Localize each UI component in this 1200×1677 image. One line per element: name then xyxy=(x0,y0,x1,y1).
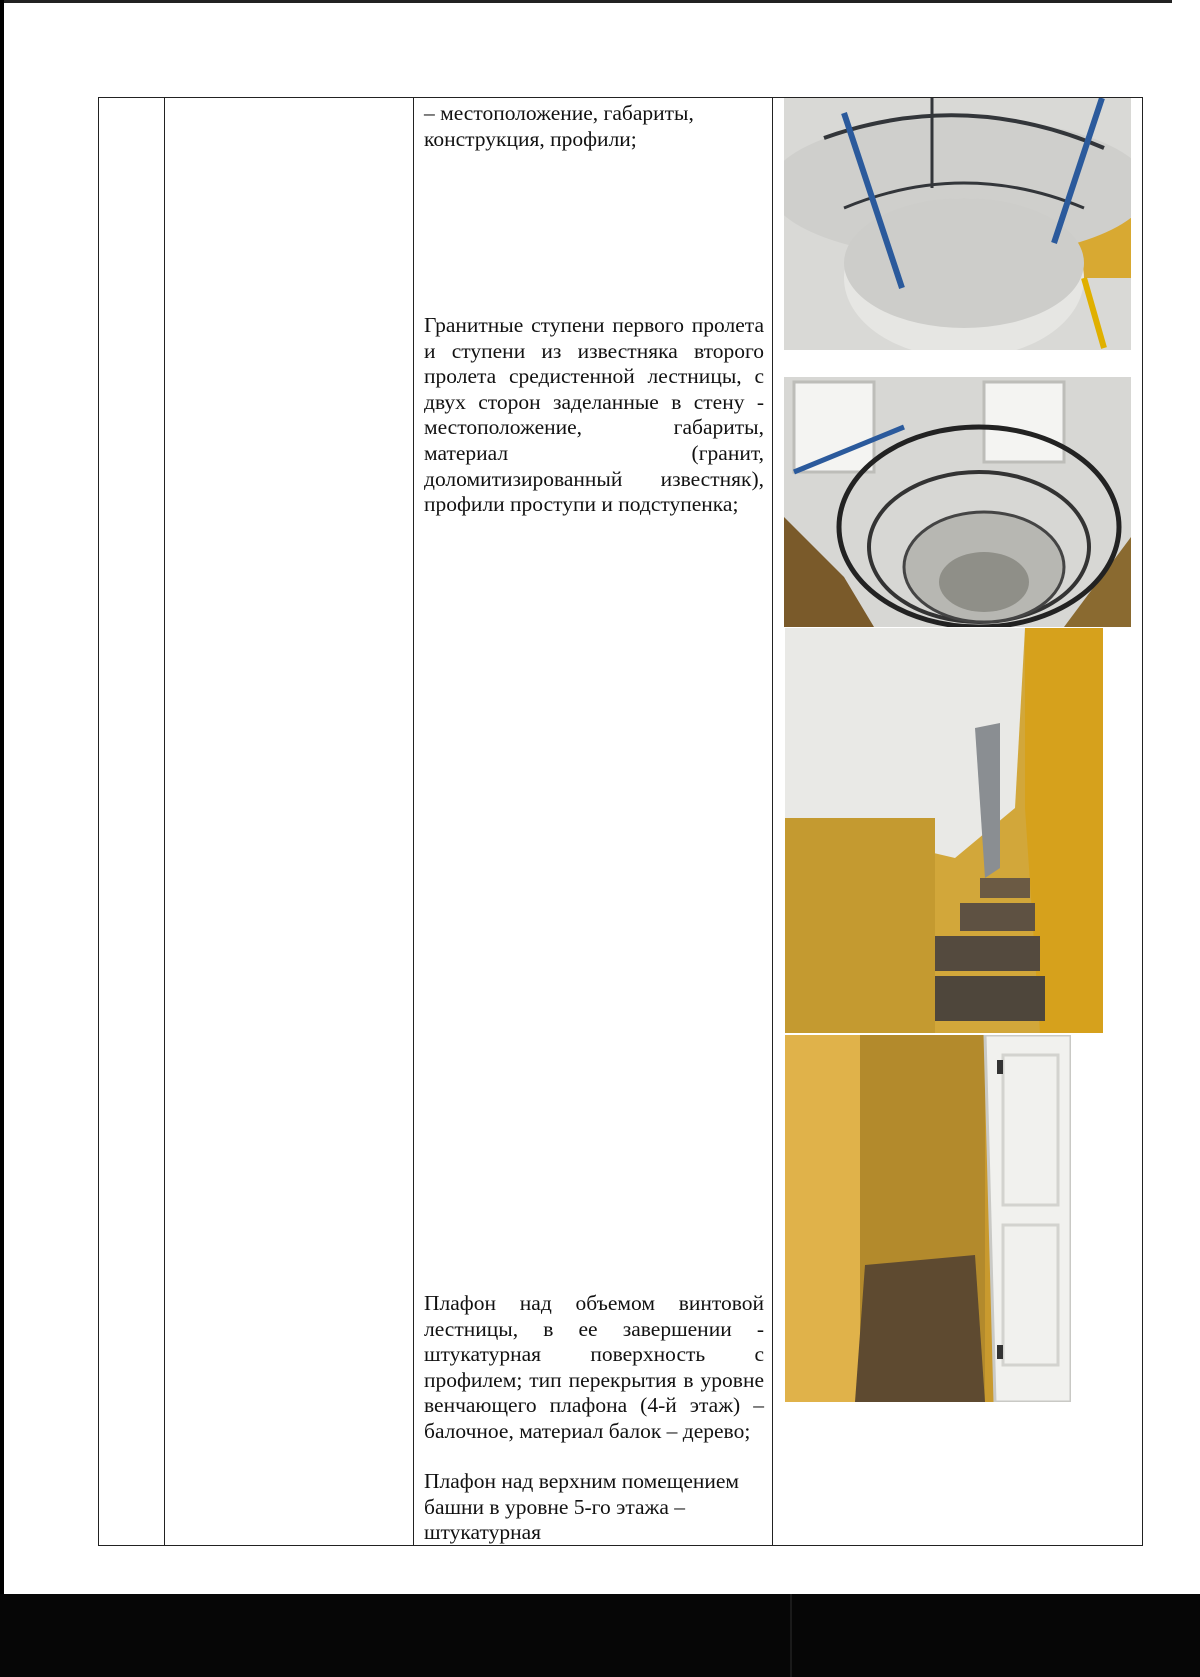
description-item-3 xyxy=(424,1291,764,1445)
scan-left-edge xyxy=(0,0,4,1600)
scan-bottom-band xyxy=(0,1594,1200,1677)
photo-spiral-stair-landing xyxy=(784,98,1131,350)
table-border-col-1 xyxy=(98,97,99,1546)
description-text: Плафон над верхним помещением башни в уровне 5-го этажа – штукатурная xyxy=(424,1469,740,1545)
table-border-col-2 xyxy=(164,97,165,1546)
table-border-col-4 xyxy=(772,97,773,1546)
photo-stone-steps xyxy=(785,628,1103,1033)
scan-seam xyxy=(790,1594,792,1677)
description-text: Плафон над объемом винтовой лестницы, в ее завершении - штукатурная поверхность с профилем; тип перекрытия в уровне венчающего плафона (4-й этаж) – балочное, материал балок – дерево; xyxy=(424,1291,764,1443)
description-item-2 xyxy=(424,313,764,518)
description-item-1 xyxy=(424,101,764,152)
description-item-4 xyxy=(424,1469,754,1546)
table-border-col-5 xyxy=(1142,97,1143,1546)
description-text: – местоположение, габариты, конструкция, профили; xyxy=(424,101,694,151)
scan-top-edge xyxy=(0,0,1172,3)
table-border-col-3 xyxy=(413,97,414,1546)
photo-stair-doorway xyxy=(785,1035,1071,1402)
description-text: Гранитные ступени первого пролета и ступени из известняка второго пролета средистенной лестницы, с двух сторон заделанные в стену - местоположение, габариты, материал (гранит, доломитизированный известняк), профили проступи и подступенка; xyxy=(424,313,764,517)
photo-stairwell-netting xyxy=(784,377,1131,627)
